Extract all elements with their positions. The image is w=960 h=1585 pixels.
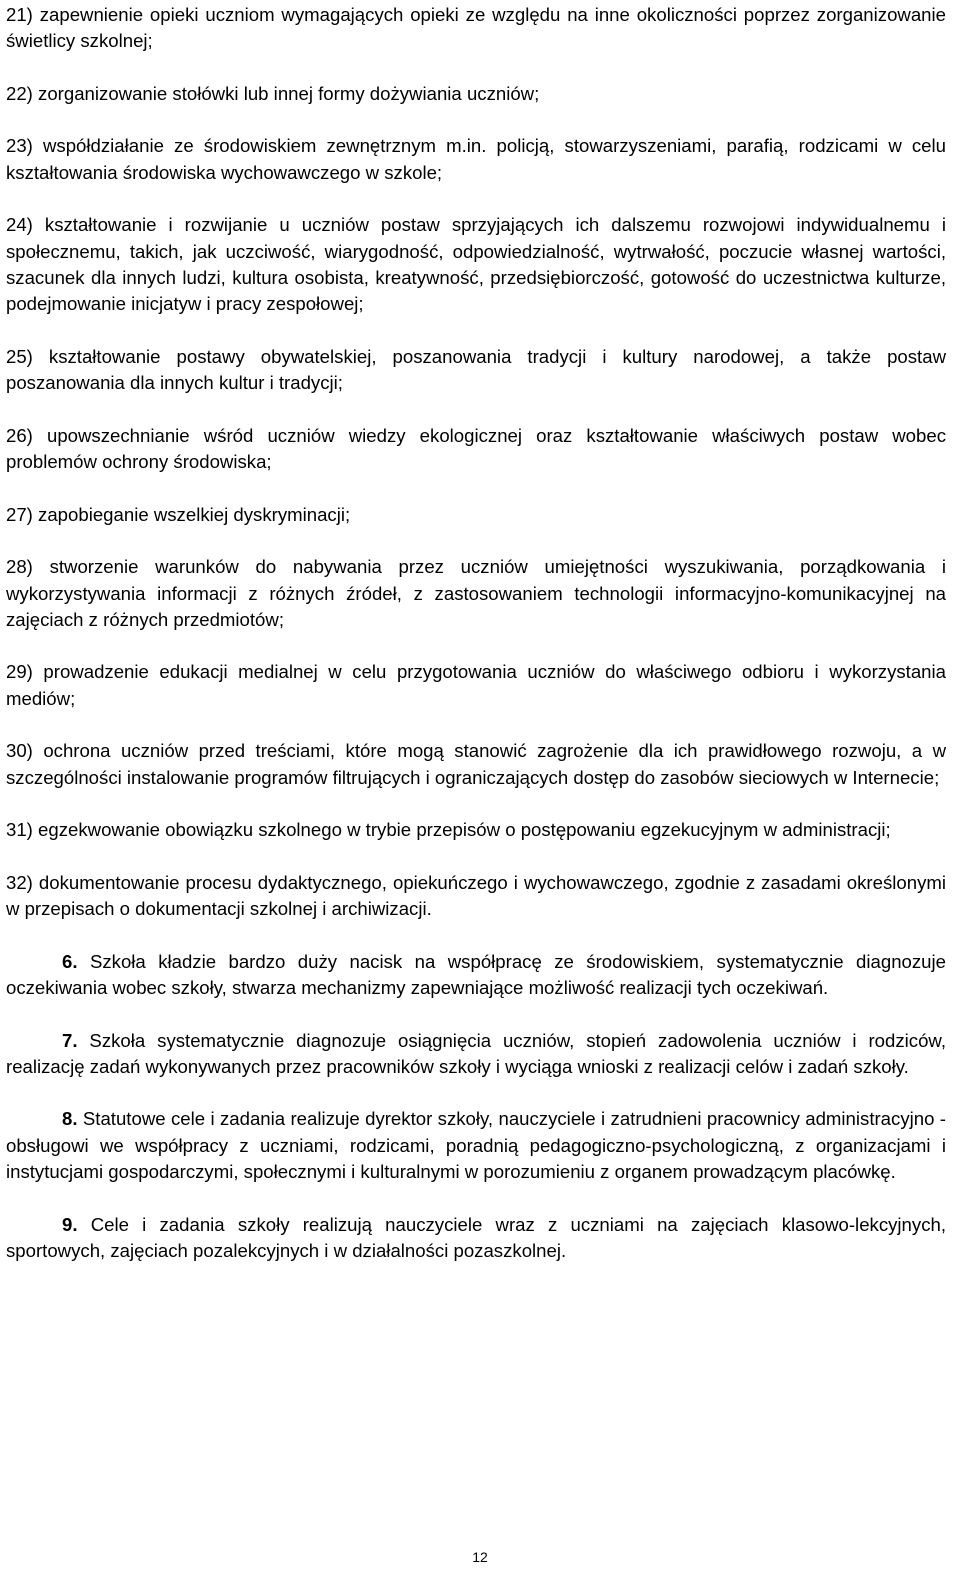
section-number: 6. [62, 950, 78, 972]
section-9 [6, 1212, 946, 1265]
section-number: 7. [62, 1029, 78, 1051]
section-6 [6, 949, 946, 1002]
list-item-29: 29) prowadzenie edukacji medialnej w celu przygotowania uczniów do właściwego odbioru i wykorzystania mediów; [6, 661, 946, 709]
list-item-27: 27) zapobieganie wszelkiej dyskryminacji; [6, 503, 351, 525]
list-item-22: 22) zorganizowanie stołówki lub innej formy dożywiania uczniów; [6, 82, 540, 104]
section-7 [6, 1028, 946, 1081]
section-text: Szkoła kładzie bardzo duży nacisk na współpracę ze środowiskiem, systematycznie diagnozuje oczekiwania wobec szkoły, stwarza mechanizmy zapewniające możliwość realizacji tych oczekiwań. [6, 950, 946, 998]
section-8 [6, 1106, 946, 1185]
section-number: 9. [62, 1213, 78, 1235]
section-text: Szkoła systematycznie diagnozuje osiągnięcia uczniów, stopień zadowolenia uczniów i rodziców, realizację zadań wykonywanych przez pracowników szkoły i wyciąga wnioski z realizacji celów i zadań szkoły. [6, 1029, 946, 1077]
section-number: 8. [62, 1108, 78, 1130]
list-item-32: 32) dokumentowanie procesu dydaktycznego, opiekuńczego i wychowawczego, zgodnie z zasadami określonymi w przepisach o dokumentacji szkolnej i archiwizacji. [6, 871, 946, 920]
document-page [6, 0, 946, 1264]
list-item-21: 21) zapewnienie opieki uczniom wymagających opieki ze względu na inne okoliczności poprzez zorganizowanie świetlicy szkolnej; [6, 4, 946, 52]
list-item-31: 31) egzekwowanie obowiązku szkolnego w trybie przepisów o postępowaniu egzekucyjnym w administracji; [6, 819, 891, 841]
list-item-28: 28) stworzenie warunków do nabywania przez uczniów umiejętności wyszukiwania, porządkowania i wykorzystywania informacji z różnych źródeł, z zastosowaniem technologii informacyjno-komunikacyjnej na zajęciach z różnych przedmiotów; [6, 556, 946, 630]
section-text: Cele i zadania szkoły realizują nauczyciele wraz z uczniami na zajęciach klasowo-lekcyjnych, sportowych, zajęciach pozalekcyjnych i w działalności pozaszkolnej. [6, 1213, 946, 1261]
list-item-30: 30) ochrona uczniów przed treściami, które mogą stanowić zagrożenie dla ich prawidłowego rozwoju, a w szczególności instalowanie programów filtrujących i ograniczających dostęp do zasobów sieciowych w Internecie; [6, 740, 946, 788]
section-text: Statutowe cele i zadania realizuje dyrektor szkoły, nauczyciele i zatrudnieni pracownicy administracyjno - obsługowi we współpracy z uczniami, rodzicami, poradnią pedagogiczno-psychologiczną, z organizacjami i instytucjami gospodarczymi, społecznymi i kulturalnymi w porozumieniu z organem prowadzącym placówkę. [6, 1108, 946, 1183]
list-item-26: 26) upowszechnianie wśród uczniów wiedzy ekologicznej oraz kształtowanie właściwych postaw wobec problemów ochrony środowiska; [6, 424, 946, 473]
list-item-23: 23) współdziałanie ze środowiskiem zewnętrznym m.in. policją, stowarzyszeniami, parafią, rodzicami w celu kształtowania środowiska wychowawczego w szkole; [6, 135, 946, 183]
page-number: 12 [472, 1549, 488, 1565]
list-item-24: 24) kształtowanie i rozwijanie u uczniów postaw sprzyjających ich dalszemu rozwojowi indywidualnemu i społecznemu, takich, jak uczciwość, wiarygodność, odpowiedzialność, wytrwałość, poczucie własnej wartości, szacunek dla innych ludzi, kultura osobista, kreatywność, przedsiębiorczość, gotowość do uczestnictwa kulturze, podejmowanie inicjatyw i pracy zespołowej; [6, 214, 946, 315]
list-item-25: 25) kształtowanie postawy obywatelskiej, poszanowania tradycji i kultury narodowej, a także postaw poszanowania dla innych kultur i tradycji; [6, 345, 946, 394]
